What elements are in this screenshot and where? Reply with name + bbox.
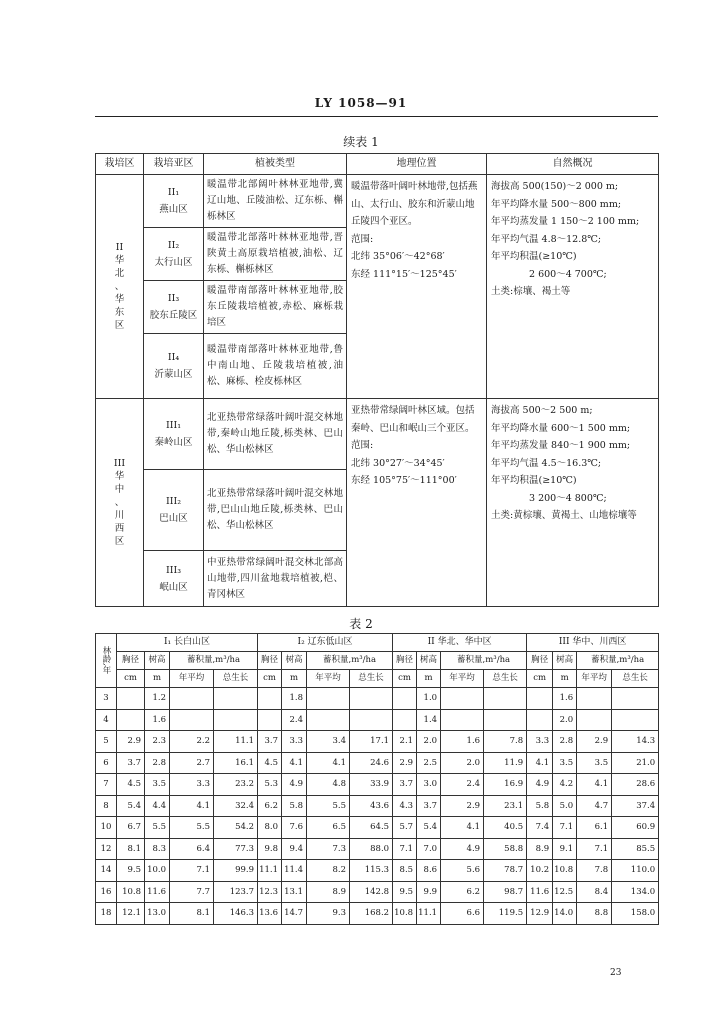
value-cell: 5.5 xyxy=(170,817,214,839)
header-volume: 蓄积量,m³/ha xyxy=(307,652,393,670)
value-cell: 115.3 xyxy=(350,860,393,882)
value-cell: 14.7 xyxy=(282,903,307,925)
value-cell: 1.8 xyxy=(282,688,307,710)
header-location: 地理位置 xyxy=(347,154,487,175)
table2-caption: 表 2 xyxy=(349,617,373,631)
header-total: 总生长 xyxy=(484,670,527,688)
value-cell: 14.3 xyxy=(612,731,659,753)
value-cell: 1.6 xyxy=(441,731,484,753)
value-cell: 3.3 xyxy=(527,731,553,753)
table-row xyxy=(96,817,659,839)
value-cell: 8.4 xyxy=(577,881,612,903)
value-cell xyxy=(393,688,417,710)
value-cell: 7.8 xyxy=(484,731,527,753)
value-cell: 4.1 xyxy=(441,817,484,839)
subzone-cell: II₃ 胶东丘陵区 xyxy=(144,281,204,334)
value-cell: 2.7 xyxy=(170,752,214,774)
value-cell: 5.0 xyxy=(553,795,577,817)
value-cell xyxy=(393,709,417,731)
value-cell: 37.4 xyxy=(612,795,659,817)
value-cell xyxy=(484,688,527,710)
value-cell: 3.0 xyxy=(417,774,441,796)
header-height-unit: m xyxy=(145,670,170,688)
table-row xyxy=(96,838,659,860)
value-cell: 2.0 xyxy=(417,731,441,753)
table1-cultivation-zones xyxy=(95,153,659,607)
value-cell xyxy=(577,709,612,731)
header-height: 树高 xyxy=(553,652,577,670)
table-row xyxy=(96,903,659,925)
value-cell: 8.0 xyxy=(258,817,282,839)
value-cell: 4.7 xyxy=(577,795,612,817)
age-cell: 4 xyxy=(96,709,117,731)
value-cell: 3.5 xyxy=(577,752,612,774)
table-row xyxy=(96,399,659,470)
value-cell: 99.9 xyxy=(214,860,258,882)
value-cell: 9.9 xyxy=(417,881,441,903)
value-cell: 2.9 xyxy=(441,795,484,817)
value-cell: 10.8 xyxy=(117,881,145,903)
value-cell: 1.2 xyxy=(145,688,170,710)
header-volume: 蓄积量,m³/ha xyxy=(441,652,527,670)
header-vegetation: 植被类型 xyxy=(204,154,347,175)
value-cell: 5.5 xyxy=(307,795,350,817)
header-height: 树高 xyxy=(282,652,307,670)
value-cell xyxy=(214,688,258,710)
value-cell: 23.2 xyxy=(214,774,258,796)
value-cell: 12.9 xyxy=(527,903,553,925)
value-cell: 78.7 xyxy=(484,860,527,882)
value-cell: 6.6 xyxy=(441,903,484,925)
value-cell: 7.7 xyxy=(170,881,214,903)
subzone-cell: II₄ 沂蒙山区 xyxy=(144,334,204,399)
value-cell: 23.1 xyxy=(484,795,527,817)
value-cell: 119.5 xyxy=(484,903,527,925)
value-cell: 6.2 xyxy=(258,795,282,817)
vegetation-cell: 暖温带北部落叶林林亚地带,晋陕黄土高原栽培植被,油松、辽东栎、槲栎林区 xyxy=(204,228,347,281)
value-cell: 11.1 xyxy=(214,731,258,753)
value-cell: 2.2 xyxy=(170,731,214,753)
header-dbh: 胸径 xyxy=(117,652,145,670)
value-cell xyxy=(612,688,659,710)
value-cell: 58.8 xyxy=(484,838,527,860)
value-cell: 5.8 xyxy=(527,795,553,817)
value-cell: 123.7 xyxy=(214,881,258,903)
value-cell xyxy=(441,709,484,731)
value-cell: 1.6 xyxy=(145,709,170,731)
age-cell: 5 xyxy=(96,731,117,753)
header-height: 树高 xyxy=(417,652,441,670)
conditions-cell: 海拔高 500(150)～2 000 m; 年平均降水量 500～800 mm; 年平均蒸发量 1 150～2 100 mm; 年平均气温 4.8～12.8℃; 年平均积温(≥10℃) 2 600～4 700℃; 土类:棕壤、褐土等 xyxy=(487,175,659,399)
age-cell: 10 xyxy=(96,817,117,839)
header-subzone: 栽培亚区 xyxy=(144,154,204,175)
value-cell: 6.4 xyxy=(170,838,214,860)
age-cell: 8 xyxy=(96,795,117,817)
table2-body xyxy=(96,688,659,925)
subzone-cell: III₂ 巴山区 xyxy=(144,470,204,551)
conditions-cell: 海拔高 500～2 500 m; 年平均降水量 600～1 500 mm; 年平均蒸发量 840～1 900 mm; 年平均气温 4.5～16.3℃; 年平均积温(≥10℃) 3 200～4 800℃; 土类:黄棕壤、黄褐土、山地棕壤等 xyxy=(487,399,659,607)
table1-caption: 续表 1 xyxy=(343,135,379,149)
header-total: 总生长 xyxy=(214,670,258,688)
value-cell: 9.8 xyxy=(258,838,282,860)
value-cell: 8.1 xyxy=(170,903,214,925)
table-row xyxy=(96,860,659,882)
value-cell: 8.6 xyxy=(417,860,441,882)
value-cell: 3.7 xyxy=(258,731,282,753)
value-cell: 5.6 xyxy=(441,860,484,882)
value-cell: 146.3 xyxy=(214,903,258,925)
table-row xyxy=(96,731,659,753)
value-cell xyxy=(117,688,145,710)
table2-group-row xyxy=(96,634,659,652)
value-cell: 16.1 xyxy=(214,752,258,774)
value-cell: 5.8 xyxy=(282,795,307,817)
value-cell: 3.5 xyxy=(553,752,577,774)
header-height-unit: m xyxy=(282,670,307,688)
group-header: II 华北、华中区 xyxy=(393,634,527,652)
value-cell: 3.5 xyxy=(145,774,170,796)
value-cell: 7.3 xyxy=(307,838,350,860)
value-cell xyxy=(484,709,527,731)
value-cell: 16.9 xyxy=(484,774,527,796)
value-cell xyxy=(307,709,350,731)
value-cell: 9.5 xyxy=(393,881,417,903)
age-cell: 3 xyxy=(96,688,117,710)
value-cell: 3.7 xyxy=(417,795,441,817)
vegetation-cell: 暖温带南部落叶林林亚地带,鲁中南山地、丘陵栽培植被,油松、麻栎、栓皮栎林区 xyxy=(204,334,347,399)
value-cell: 21.0 xyxy=(612,752,659,774)
value-cell: 2.9 xyxy=(117,731,145,753)
value-cell: 6.2 xyxy=(441,881,484,903)
location-cell: 亚热带常绿阔叶林区域。包括秦岭、巴山和岷山三个亚区。 范围: 北纬 30°27′～34°45′ 东经 105°75′～111°00′ xyxy=(347,399,487,607)
group-header: I₂ 辽东低山区 xyxy=(258,634,393,652)
table1-header-row xyxy=(96,154,659,175)
header-zone: 栽培区 xyxy=(96,154,144,175)
group-header: III 华中、川西区 xyxy=(527,634,659,652)
value-cell: 1.6 xyxy=(553,688,577,710)
header-dbh-unit: cm xyxy=(258,670,282,688)
page-number: 23 xyxy=(610,968,622,978)
header-height-unit: m xyxy=(417,670,441,688)
value-cell: 6.7 xyxy=(117,817,145,839)
value-cell xyxy=(350,688,393,710)
value-cell: 11.6 xyxy=(527,881,553,903)
value-cell: 12.1 xyxy=(117,903,145,925)
value-cell xyxy=(170,688,214,710)
header-annual: 年平均 xyxy=(170,670,214,688)
value-cell: 2.5 xyxy=(417,752,441,774)
value-cell: 88.0 xyxy=(350,838,393,860)
value-cell: 110.0 xyxy=(612,860,659,882)
value-cell: 11.1 xyxy=(417,903,441,925)
age-cell: 16 xyxy=(96,881,117,903)
table-row xyxy=(96,881,659,903)
value-cell: 4.9 xyxy=(441,838,484,860)
value-cell: 10.2 xyxy=(527,860,553,882)
value-cell: 4.8 xyxy=(307,774,350,796)
zone-cell: III 华 中 、 川 西 区 xyxy=(96,399,144,607)
value-cell: 11.9 xyxy=(484,752,527,774)
value-cell: 33.9 xyxy=(350,774,393,796)
vegetation-cell: 暖温带南部落叶林林亚地带,胶东丘陵栽培植被,赤松、麻栎栽培区 xyxy=(204,281,347,334)
value-cell: 4.9 xyxy=(527,774,553,796)
header-age: 林龄,年 xyxy=(96,634,117,688)
value-cell: 4.3 xyxy=(393,795,417,817)
value-cell: 2.8 xyxy=(553,731,577,753)
value-cell: 142.8 xyxy=(350,881,393,903)
group-header: I₁ 长白山区 xyxy=(117,634,258,652)
age-cell: 7 xyxy=(96,774,117,796)
subzone-cell: III₃ 岷山区 xyxy=(144,551,204,607)
value-cell: 2.4 xyxy=(441,774,484,796)
header-height-unit: m xyxy=(553,670,577,688)
value-cell: 8.2 xyxy=(307,860,350,882)
vegetation-cell: 中亚热带常绿阔叶混交林北部高山地带,四川盆地栽培植被,桤、青冈林区 xyxy=(204,551,347,607)
value-cell: 4.5 xyxy=(258,752,282,774)
value-cell: 2.9 xyxy=(577,731,612,753)
value-cell: 1.0 xyxy=(417,688,441,710)
value-cell: 10.0 xyxy=(145,860,170,882)
value-cell: 8.9 xyxy=(527,838,553,860)
value-cell: 2.3 xyxy=(145,731,170,753)
header-height: 树高 xyxy=(145,652,170,670)
standard-code-header: LY 1058—91 xyxy=(314,96,408,110)
age-cell: 12 xyxy=(96,838,117,860)
value-cell: 13.6 xyxy=(258,903,282,925)
value-cell: 8.8 xyxy=(577,903,612,925)
location-cell: 暖温带落叶阔叶林地带,包括燕山、太行山、胶东和沂蒙山地丘陵四个亚区。 范围: 北纬 35°06′～42°68′ 东经 111°15′～125°45′ xyxy=(347,175,487,399)
table-row xyxy=(96,752,659,774)
value-cell xyxy=(170,709,214,731)
header-dbh: 胸径 xyxy=(393,652,417,670)
header-dbh: 胸径 xyxy=(258,652,282,670)
value-cell: 4.1 xyxy=(170,795,214,817)
value-cell xyxy=(577,688,612,710)
value-cell: 158.0 xyxy=(612,903,659,925)
value-cell: 12.5 xyxy=(553,881,577,903)
value-cell: 7.1 xyxy=(170,860,214,882)
header-dbh-unit: cm xyxy=(527,670,553,688)
age-cell: 18 xyxy=(96,903,117,925)
value-cell: 32.4 xyxy=(214,795,258,817)
vegetation-cell: 北亚热带常绿落叶阔叶混交林地带,秦岭山地丘陵,栎类林、巴山松、华山松林区 xyxy=(204,399,347,470)
value-cell: 98.7 xyxy=(484,881,527,903)
header-total: 总生长 xyxy=(612,670,659,688)
value-cell: 11.6 xyxy=(145,881,170,903)
value-cell: 4.4 xyxy=(145,795,170,817)
value-cell: 5.5 xyxy=(145,817,170,839)
subzone-cell: II₁ 燕山区 xyxy=(144,175,204,228)
value-cell: 2.0 xyxy=(553,709,577,731)
value-cell: 10.8 xyxy=(553,860,577,882)
value-cell: 2.8 xyxy=(145,752,170,774)
value-cell: 8.9 xyxy=(307,881,350,903)
table2-growth-table xyxy=(95,633,659,925)
header-annual: 年平均 xyxy=(307,670,350,688)
value-cell: 28.6 xyxy=(612,774,659,796)
value-cell: 8.3 xyxy=(145,838,170,860)
table-row xyxy=(96,688,659,710)
table-row xyxy=(96,175,659,228)
value-cell: 6.1 xyxy=(577,817,612,839)
value-cell: 7.1 xyxy=(577,838,612,860)
value-cell xyxy=(350,709,393,731)
value-cell: 4.5 xyxy=(117,774,145,796)
zone-cell: II 华 北 、 华 东 区 xyxy=(96,175,144,399)
value-cell: 10.8 xyxy=(393,903,417,925)
value-cell xyxy=(612,709,659,731)
value-cell: 3.4 xyxy=(307,731,350,753)
value-cell: 43.6 xyxy=(350,795,393,817)
value-cell: 8.5 xyxy=(393,860,417,882)
header-dbh-unit: cm xyxy=(393,670,417,688)
value-cell: 4.1 xyxy=(577,774,612,796)
value-cell: 40.5 xyxy=(484,817,527,839)
value-cell: 85.5 xyxy=(612,838,659,860)
value-cell: 3.7 xyxy=(393,774,417,796)
value-cell xyxy=(527,709,553,731)
value-cell: 4.1 xyxy=(282,752,307,774)
header-total: 总生长 xyxy=(350,670,393,688)
value-cell: 12.3 xyxy=(258,881,282,903)
value-cell: 9.3 xyxy=(307,903,350,925)
value-cell: 7.0 xyxy=(417,838,441,860)
value-cell: 17.1 xyxy=(350,731,393,753)
header-rule xyxy=(95,116,658,117)
value-cell: 24.6 xyxy=(350,752,393,774)
subzone-cell: II₂ 太行山区 xyxy=(144,228,204,281)
value-cell: 14.0 xyxy=(553,903,577,925)
header-annual: 年平均 xyxy=(441,670,484,688)
value-cell: 13.1 xyxy=(282,881,307,903)
value-cell: 2.1 xyxy=(393,731,417,753)
value-cell: 168.2 xyxy=(350,903,393,925)
value-cell: 7.4 xyxy=(527,817,553,839)
vegetation-cell: 暖温带北部阔叶林林亚地带,冀辽山地、丘陵油松、辽东栎、槲栎林区 xyxy=(204,175,347,228)
value-cell: 5.4 xyxy=(117,795,145,817)
subzone-cell: III₁ 秦岭山区 xyxy=(144,399,204,470)
value-cell: 5.4 xyxy=(417,817,441,839)
value-cell: 3.7 xyxy=(117,752,145,774)
value-cell: 2.0 xyxy=(441,752,484,774)
table-row xyxy=(96,709,659,731)
table-row xyxy=(96,795,659,817)
value-cell: 9.4 xyxy=(282,838,307,860)
vegetation-cell: 北亚热带常绿落叶阔叶混交林地带,巴山山地丘陵,栎类林、巴山松、华山松林区 xyxy=(204,470,347,551)
value-cell: 9.5 xyxy=(117,860,145,882)
value-cell: 7.6 xyxy=(282,817,307,839)
header-volume: 蓄积量,m³/ha xyxy=(170,652,258,670)
header-dbh: 胸径 xyxy=(527,652,553,670)
value-cell: 9.1 xyxy=(553,838,577,860)
value-cell: 3.3 xyxy=(170,774,214,796)
value-cell xyxy=(214,709,258,731)
value-cell xyxy=(117,709,145,731)
value-cell xyxy=(258,709,282,731)
value-cell: 5.7 xyxy=(393,817,417,839)
table2-subheader-row xyxy=(96,652,659,670)
value-cell: 3.3 xyxy=(282,731,307,753)
header-conditions: 自然概况 xyxy=(487,154,659,175)
value-cell: 5.3 xyxy=(258,774,282,796)
value-cell: 60.9 xyxy=(612,817,659,839)
header-dbh-unit: cm xyxy=(117,670,145,688)
value-cell: 134.0 xyxy=(612,881,659,903)
value-cell: 7.8 xyxy=(577,860,612,882)
header-volume: 蓄积量,m³/ha xyxy=(577,652,659,670)
value-cell: 7.1 xyxy=(553,817,577,839)
value-cell: 54.2 xyxy=(214,817,258,839)
age-cell: 14 xyxy=(96,860,117,882)
value-cell: 11.1 xyxy=(258,860,282,882)
value-cell xyxy=(258,688,282,710)
value-cell: 64.5 xyxy=(350,817,393,839)
value-cell: 8.1 xyxy=(117,838,145,860)
value-cell: 4.1 xyxy=(527,752,553,774)
age-cell: 6 xyxy=(96,752,117,774)
value-cell xyxy=(527,688,553,710)
value-cell: 13.0 xyxy=(145,903,170,925)
value-cell: 2.9 xyxy=(393,752,417,774)
table-row xyxy=(96,774,659,796)
value-cell xyxy=(307,688,350,710)
header-annual: 年平均 xyxy=(577,670,612,688)
value-cell: 4.9 xyxy=(282,774,307,796)
value-cell: 6.5 xyxy=(307,817,350,839)
value-cell: 7.1 xyxy=(393,838,417,860)
table2-unit-row xyxy=(96,670,659,688)
value-cell: 77.3 xyxy=(214,838,258,860)
value-cell: 4.2 xyxy=(553,774,577,796)
value-cell xyxy=(441,688,484,710)
value-cell: 2.4 xyxy=(282,709,307,731)
value-cell: 1.4 xyxy=(417,709,441,731)
value-cell: 11.4 xyxy=(282,860,307,882)
value-cell: 4.1 xyxy=(307,752,350,774)
